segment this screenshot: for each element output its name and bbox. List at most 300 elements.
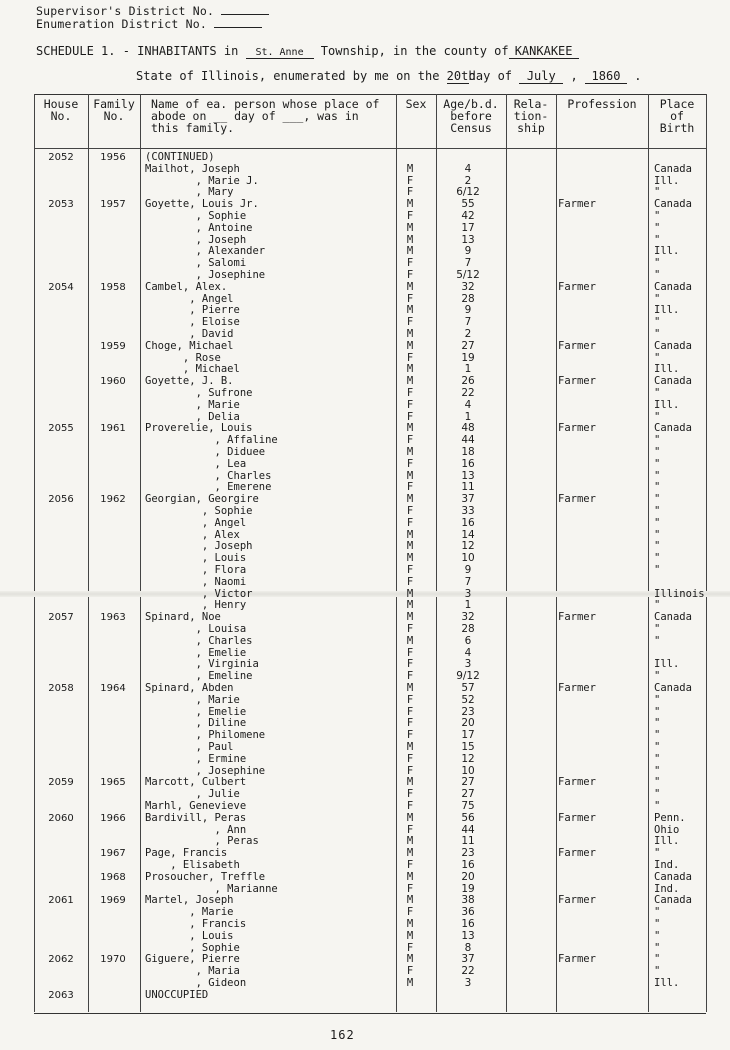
table-row <box>0 305 730 317</box>
day-suffix: day of <box>468 69 513 83</box>
table-row <box>0 978 730 990</box>
sex-cell: F <box>406 292 414 305</box>
table-row <box>0 353 730 365</box>
family-cell: 1960 <box>100 376 126 388</box>
schedule-prefix: SCHEDULE 1. - INHABITANTS in <box>36 44 239 58</box>
birthplace-cell: " <box>654 717 661 730</box>
birthplace-cell: Ill. <box>654 835 680 848</box>
age-cell: 11 <box>461 481 475 494</box>
table-row <box>0 612 730 624</box>
profession-cell: Farmer <box>558 422 596 435</box>
sex-cell: F <box>406 174 414 187</box>
table-row <box>0 648 730 660</box>
sex-cell: F <box>406 564 414 576</box>
sex-cell: F <box>406 457 414 470</box>
table-row <box>0 884 730 896</box>
col-header-relationship <box>508 98 554 134</box>
name-cell: , Sophie <box>145 210 247 222</box>
sex-cell: F <box>406 658 414 671</box>
sex-cell: F <box>406 387 414 399</box>
sex-cell: F <box>406 257 414 270</box>
name-cell: , Flora <box>145 564 247 576</box>
name-cell: , Rose <box>145 351 221 364</box>
table-row <box>0 789 730 801</box>
family-cell: 1970 <box>100 954 126 966</box>
table-row <box>0 860 730 872</box>
col-header-birth-line: of <box>670 109 684 123</box>
name-cell: , Victor <box>145 587 253 600</box>
table-row <box>0 187 730 199</box>
birthplace-cell: " <box>654 434 661 447</box>
name-cell: , Affaline <box>145 434 278 447</box>
birthplace-cell: " <box>654 965 661 978</box>
age-cell: 4 <box>464 646 472 659</box>
table-row <box>0 423 730 435</box>
age-cell: 23 <box>461 847 475 860</box>
sex-cell: M <box>406 493 414 506</box>
age-cell: 14 <box>461 528 475 541</box>
age-cell: 2 <box>464 174 472 187</box>
birthplace-cell: " <box>654 800 661 812</box>
family-cell: 1959 <box>100 340 126 352</box>
age-cell: 37 <box>461 953 475 966</box>
name-cell: Page, Francis <box>145 847 228 860</box>
name-cell: , Virginia <box>145 658 259 671</box>
birthplace-cell: Canada <box>654 375 692 388</box>
birthplace-cell: Canada <box>654 198 692 211</box>
birthplace-cell: Canada <box>654 682 692 694</box>
sex-cell: M <box>406 221 414 234</box>
supervisor-district-blank <box>221 14 269 15</box>
house-cell: 2061 <box>48 895 74 907</box>
profession-cell: Farmer <box>558 811 596 824</box>
table-row <box>0 565 730 577</box>
house-cell: 2057 <box>48 612 74 624</box>
sex-cell: F <box>406 800 414 812</box>
col-header-name <box>151 98 395 134</box>
sex-cell: F <box>406 882 414 895</box>
sex-cell: M <box>406 634 414 647</box>
birthplace-cell: " <box>654 469 661 482</box>
sex-cell: M <box>406 245 414 258</box>
name-cell: , Ann <box>145 823 247 836</box>
age-cell: 42 <box>461 210 475 222</box>
col-header-name-line: abode on __ day of ___, was in <box>151 109 359 123</box>
name-cell: , Alex <box>145 528 240 541</box>
sex-cell: M <box>406 339 414 352</box>
table-row <box>0 270 730 282</box>
profession-cell: Farmer <box>558 776 596 789</box>
age-cell: 7 <box>464 257 472 270</box>
age-cell: 48 <box>461 422 475 435</box>
supervisor-district-line <box>36 4 269 18</box>
sex-cell: F <box>406 575 414 588</box>
table-row <box>0 376 730 388</box>
sex-cell: M <box>406 918 414 930</box>
age-cell: 26 <box>461 375 475 388</box>
name-cell: , Francis <box>145 918 247 930</box>
birthplace-cell: " <box>654 210 661 222</box>
age-cell: 10 <box>461 764 475 777</box>
sex-cell: M <box>406 280 414 293</box>
age-cell: 2 <box>464 328 472 340</box>
family-cell: 1967 <box>100 848 126 860</box>
profession-cell: Farmer <box>558 280 596 293</box>
schedule-mid: Township, in the county of <box>320 44 509 58</box>
schedule-title <box>36 44 579 59</box>
sex-cell: F <box>406 941 414 954</box>
age-cell: 27 <box>461 339 475 352</box>
age-cell: 9 <box>464 304 472 317</box>
birthplace-cell: Ill. <box>654 363 680 376</box>
name-cell: , Philomene <box>145 729 266 742</box>
age-cell: 28 <box>461 292 475 305</box>
name-cell: , Alexander <box>145 245 266 258</box>
sex-cell: M <box>406 894 414 907</box>
sex-cell: F <box>406 646 414 659</box>
table-row <box>0 931 730 943</box>
table-row <box>0 600 730 612</box>
col-header-family-line: Family <box>93 97 135 111</box>
family-cell: 1956 <box>100 152 126 163</box>
sex-cell: M <box>406 977 414 989</box>
col-header-profession-label: Profession <box>567 97 637 111</box>
name-cell: , Eloise <box>145 316 240 329</box>
table-row <box>0 152 730 164</box>
profession-cell: Farmer <box>558 894 596 907</box>
age-cell: 3 <box>464 658 472 671</box>
birthplace-cell: " <box>654 752 661 765</box>
sex-cell: F <box>406 351 414 364</box>
name-cell: , Elisabeth <box>145 859 240 871</box>
birthplace-cell: Canada <box>654 280 692 293</box>
birthplace-cell: " <box>654 929 661 942</box>
table-row <box>0 742 730 754</box>
name-cell: , Mary <box>145 186 234 199</box>
table-row <box>0 223 730 235</box>
name-cell: Proverelie, Louis <box>145 422 253 435</box>
birthplace-cell: " <box>654 481 661 494</box>
age-cell: 37 <box>461 493 475 506</box>
birthplace-cell: " <box>654 788 661 801</box>
col-header-house <box>36 98 86 122</box>
birthplace-cell: Canada <box>654 422 692 435</box>
house-cell: 2052 <box>48 152 74 163</box>
name-cell: , Marianne <box>145 882 278 895</box>
birthplace-cell: Canada <box>654 894 692 907</box>
name-cell: , Josephine <box>145 764 266 777</box>
birthplace-cell: " <box>654 528 661 541</box>
sex-cell: M <box>406 552 414 565</box>
house-cell: 2053 <box>48 199 74 211</box>
age-cell: 52 <box>461 693 475 706</box>
name-cell: UNOCCUPIED <box>145 988 209 1001</box>
name-cell: Prosoucher, Treffle <box>145 870 266 883</box>
age-cell: 1 <box>464 410 472 423</box>
age-cell: 28 <box>461 623 475 635</box>
col-header-relationship-line: tion- <box>513 109 549 123</box>
col-header-family-line: No. <box>103 109 125 123</box>
birthplace-cell: " <box>654 741 661 753</box>
col-header-relationship-line: ship <box>517 121 545 135</box>
birthplace-cell: Penn. <box>654 811 686 824</box>
table-row <box>0 294 730 306</box>
age-cell: 75 <box>461 800 475 812</box>
birthplace-cell: Canada <box>654 339 692 352</box>
sex-cell: M <box>406 198 414 211</box>
col-header-birth-line: Place <box>659 97 695 111</box>
sex-cell: M <box>406 363 414 376</box>
table-row <box>0 388 730 400</box>
sex-cell: F <box>406 705 414 718</box>
birthplace-cell: " <box>654 446 661 458</box>
name-cell: , Marie <box>145 906 234 919</box>
sex-cell: F <box>406 859 414 871</box>
sex-cell: M <box>406 611 414 624</box>
age-cell: 23 <box>461 705 475 718</box>
col-header-name-line: Name of ea. person whose place of <box>151 97 380 111</box>
age-cell: 9 <box>464 564 472 576</box>
age-cell: 10 <box>461 552 475 565</box>
name-cell: , Charles <box>145 634 253 647</box>
sex-cell: F <box>406 717 414 730</box>
name-cell: , Marie <box>145 398 240 411</box>
birthplace-cell: " <box>654 552 661 565</box>
sex-cell: M <box>406 811 414 824</box>
birthplace-cell: Ill. <box>654 245 680 258</box>
table-row <box>0 329 730 341</box>
col-header-house-line: House <box>43 97 79 111</box>
birthplace-cell: " <box>654 351 661 364</box>
table-row <box>0 730 730 742</box>
age-cell: 44 <box>461 823 475 836</box>
col-header-family <box>90 98 138 122</box>
name-cell: , Louis <box>145 552 247 565</box>
table-row <box>0 919 730 931</box>
sex-cell: M <box>406 162 414 175</box>
sex-cell: M <box>406 375 414 388</box>
table-row <box>0 659 730 671</box>
name-cell: Georgian, Georgire <box>145 493 259 506</box>
birthplace-cell: Ill. <box>654 658 680 671</box>
name-cell: (CONTINUED) <box>145 151 215 163</box>
sex-cell: F <box>406 823 414 836</box>
sex-cell: M <box>406 870 414 883</box>
year-separator: , <box>570 69 578 83</box>
table-row <box>0 518 730 530</box>
table-row <box>0 636 730 648</box>
profession-cell: Farmer <box>558 493 596 506</box>
sex-cell: F <box>406 623 414 635</box>
age-cell: 4 <box>464 162 472 175</box>
sex-cell: M <box>406 847 414 860</box>
col-header-house-line: No. <box>50 109 72 123</box>
birthplace-cell: Ill. <box>654 174 680 187</box>
name-cell: , Lea <box>145 457 247 470</box>
table-row <box>0 400 730 412</box>
table-row <box>0 447 730 459</box>
table-row <box>0 777 730 789</box>
profession-cell: Farmer <box>558 198 596 211</box>
sex-cell: F <box>406 764 414 777</box>
house-cell: 2062 <box>48 954 74 966</box>
birthplace-cell: Canada <box>654 870 692 883</box>
age-cell: 9/12 <box>456 670 480 683</box>
col-header-relationship-line: Rela- <box>513 97 549 111</box>
table-row <box>0 341 730 353</box>
year-end: . <box>634 69 642 83</box>
name-cell: , Delia <box>145 410 240 423</box>
age-cell: 17 <box>461 221 475 234</box>
name-cell: Choge, Michael <box>145 339 234 352</box>
table-row <box>0 836 730 848</box>
table-row <box>0 577 730 589</box>
name-cell: , Ermine <box>145 752 247 765</box>
birthplace-cell: Ill. <box>654 304 680 317</box>
age-cell: 27 <box>461 788 475 801</box>
family-cell: 1966 <box>100 812 126 824</box>
birthplace-cell: " <box>654 670 661 683</box>
name-cell: Cambel, Alex. <box>145 280 228 293</box>
birthplace-cell: " <box>654 316 661 329</box>
sex-cell: F <box>406 481 414 494</box>
table-row <box>0 754 730 766</box>
birthplace-cell: " <box>654 493 661 506</box>
birthplace-cell: " <box>654 729 661 742</box>
birthplace-cell: " <box>654 941 661 954</box>
sex-cell: M <box>406 953 414 966</box>
sex-cell: F <box>406 434 414 447</box>
age-cell: 16 <box>461 516 475 529</box>
sex-cell: F <box>406 965 414 978</box>
age-cell: 6/12 <box>456 186 480 199</box>
age-cell: 16 <box>461 918 475 930</box>
table-row <box>0 235 730 247</box>
name-cell: , Joseph <box>145 540 253 553</box>
header-rule <box>34 148 706 149</box>
birthplace-cell: " <box>654 328 661 340</box>
birthplace-cell: " <box>654 623 661 635</box>
age-cell: 13 <box>461 469 475 482</box>
age-cell: 19 <box>461 882 475 895</box>
name-cell: , Josephine <box>145 269 266 281</box>
age-cell: 3 <box>464 587 472 600</box>
birthplace-cell: " <box>654 516 661 529</box>
table-row <box>0 695 730 707</box>
name-cell: Marhl, Genevieve <box>145 800 247 812</box>
name-cell: , Henry <box>145 599 247 612</box>
name-cell: , Sufrone <box>145 387 253 399</box>
sex-cell: M <box>406 446 414 458</box>
table-row <box>0 164 730 176</box>
sex-cell: M <box>406 776 414 789</box>
birthplace-cell: " <box>654 186 661 199</box>
name-cell: , Maria <box>145 965 240 978</box>
col-header-name-line: this family. <box>151 121 235 135</box>
birthplace-cell: Ohio <box>654 823 680 836</box>
age-cell: 20 <box>461 870 475 883</box>
table-row <box>0 683 730 695</box>
table-row <box>0 801 730 813</box>
birthplace-cell: Ill. <box>654 977 680 989</box>
age-cell: 57 <box>461 682 475 694</box>
table-row <box>0 943 730 955</box>
col-header-sex-label: Sex <box>405 97 427 111</box>
table-row <box>0 825 730 837</box>
name-cell: , Marie J. <box>145 174 259 187</box>
col-header-age <box>438 98 504 134</box>
birthplace-cell: " <box>654 564 661 576</box>
col-header-age-line: Age/b.d. <box>443 97 499 111</box>
birthplace-cell: Ill. <box>654 398 680 411</box>
family-cell: 1964 <box>100 683 126 694</box>
table-row <box>0 671 730 683</box>
age-cell: 36 <box>461 906 475 919</box>
table-row <box>0 459 730 471</box>
name-cell: , Angel <box>145 516 247 529</box>
birthplace-cell: " <box>654 269 661 281</box>
table-row <box>0 966 730 978</box>
profession-cell: Farmer <box>558 847 596 860</box>
age-cell: 3 <box>464 977 472 989</box>
name-cell: Spinard, Abden <box>145 682 234 694</box>
enumeration-district-label: Enumeration District No. <box>36 17 207 31</box>
name-cell: , Sophie <box>145 941 240 954</box>
birthplace-cell: " <box>654 387 661 399</box>
sex-cell: F <box>406 670 414 683</box>
sex-cell: F <box>406 186 414 199</box>
birthplace-cell: " <box>654 221 661 234</box>
profession-cell: Farmer <box>558 339 596 352</box>
name-cell: , Marie <box>145 693 240 706</box>
age-cell: 7 <box>464 575 472 588</box>
house-cell: 2056 <box>48 494 74 506</box>
name-cell: , Julie <box>145 788 240 801</box>
name-cell: Spinard, Noe <box>145 611 221 624</box>
sex-cell: F <box>406 788 414 801</box>
table-row <box>0 954 730 966</box>
sex-cell: F <box>406 516 414 529</box>
birthplace-cell: " <box>654 233 661 246</box>
family-cell: 1962 <box>100 494 126 506</box>
col-header-age-line: before <box>450 109 492 123</box>
birthplace-cell: " <box>654 410 661 423</box>
name-cell: , Paul <box>145 741 234 753</box>
enumeration-district-line <box>36 17 262 31</box>
table-row <box>0 211 730 223</box>
sex-cell: F <box>406 505 414 517</box>
sex-cell: M <box>406 599 414 612</box>
name-cell: , Diduee <box>145 446 266 458</box>
age-cell: 16 <box>461 457 475 470</box>
name-cell: , Emelie <box>145 705 247 718</box>
table-row <box>0 435 730 447</box>
year-value: 1860 <box>585 69 627 84</box>
age-cell: 20 <box>461 717 475 730</box>
age-cell: 15 <box>461 741 475 753</box>
age-cell: 22 <box>461 965 475 978</box>
age-cell: 13 <box>461 929 475 942</box>
age-cell: 1 <box>464 599 472 612</box>
age-cell: 7 <box>464 316 472 329</box>
name-cell: , Pierre <box>145 304 240 317</box>
table-row <box>0 317 730 329</box>
birthplace-cell: " <box>654 540 661 553</box>
name-cell: , Louisa <box>145 623 247 635</box>
table-row <box>0 813 730 825</box>
sex-cell: M <box>406 587 414 600</box>
table-row <box>0 494 730 506</box>
